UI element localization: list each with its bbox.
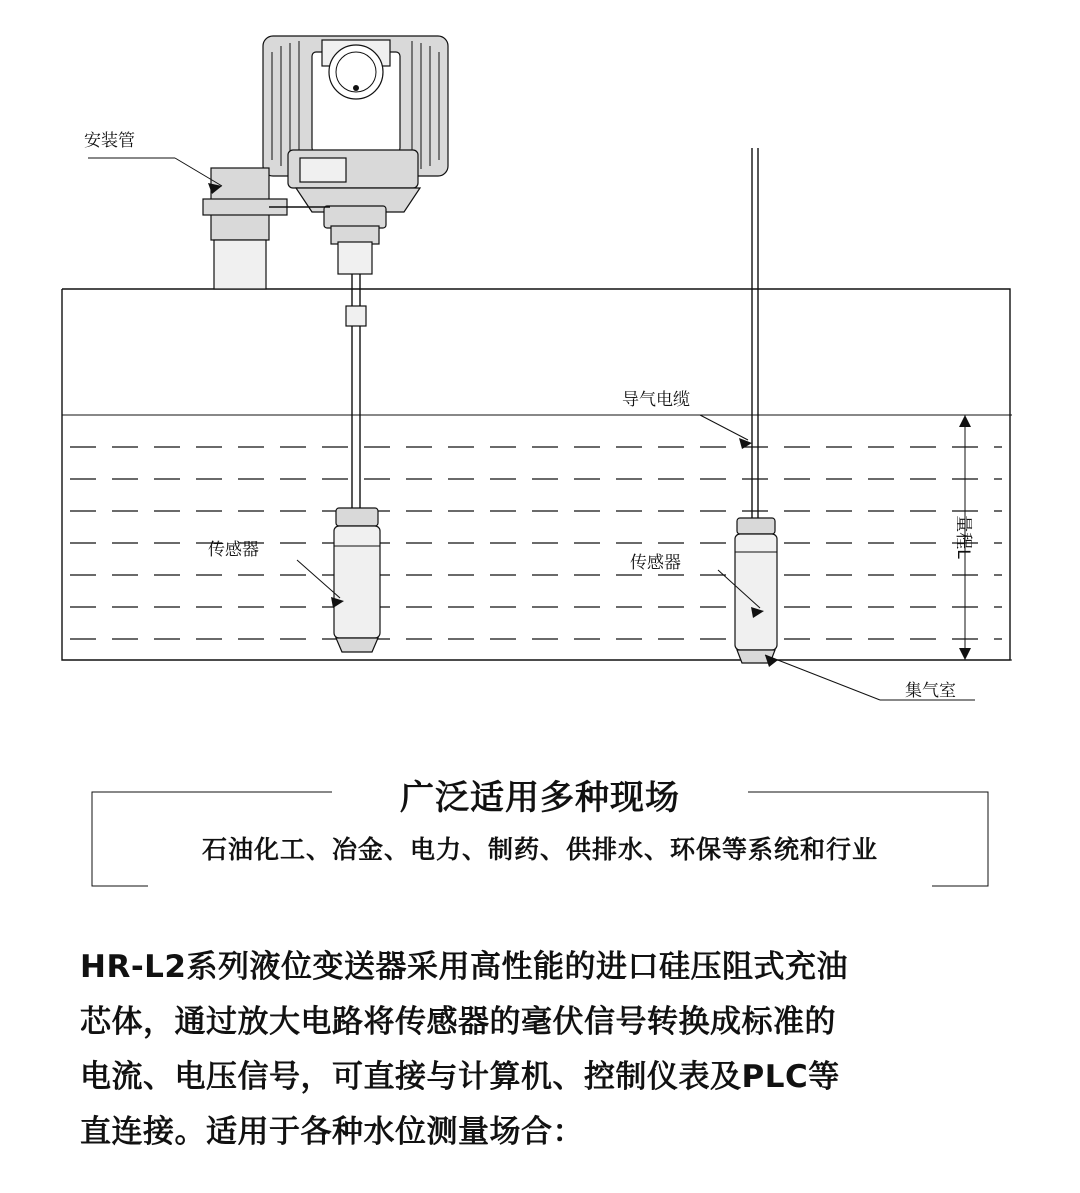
description-line-1: HR-L2系列液位变送器采用高性能的进口硅压阻式充油 — [80, 949, 849, 985]
product-description — [80, 940, 1010, 1160]
description-line-2: 芯体，通过放大电路将传感器的毫伏信号转换成标准的 — [80, 1004, 836, 1040]
gas-cable-line — [752, 148, 758, 522]
label-mounting-pipe: 安装管 — [84, 131, 135, 151]
label-sensor-right: 传感器 — [630, 553, 681, 573]
headline-title: 广泛适用多种现场 — [400, 778, 680, 818]
description-line-3: 电流、电压信号，可直接与计算机、控制仪表及PLC等 — [80, 1059, 840, 1095]
label-gas-cable: 导气电缆 — [622, 390, 690, 410]
left-sensor-body — [334, 508, 380, 652]
transmitter-head-icon — [263, 36, 448, 274]
label-sensor-left: 传感器 — [208, 540, 259, 560]
description-line-4: 直连接。适用于各种水位测量场合： — [80, 1114, 584, 1150]
label-gas-chamber: 集气室 — [905, 681, 956, 701]
tank-outline — [62, 289, 1010, 660]
left-sensor-cable — [346, 274, 366, 516]
headline-subtitle: 石油化工、冶金、电力、制药、供排水、环保等系统和行业 — [201, 835, 878, 864]
label-range: 量程L — [953, 515, 973, 559]
headline-band — [0, 770, 1080, 920]
